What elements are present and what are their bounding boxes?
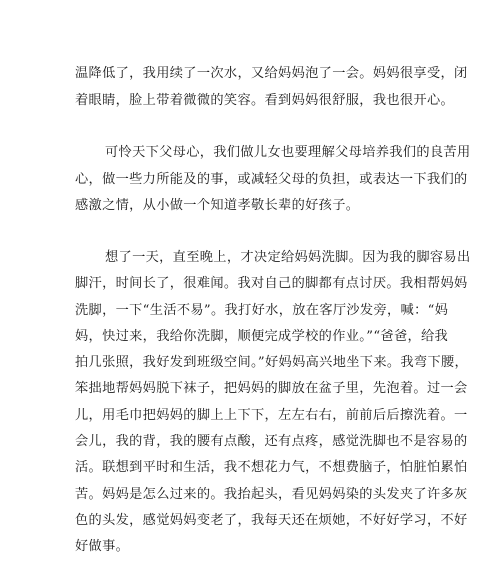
paragraph-1-line-1: 温降低了，我用续了一次水，又给妈妈泡了一会。妈妈很享受，闭 <box>75 66 468 81</box>
paragraph-3-line-8: 会儿，我的背，我的腰有点酸，还有点疼，感觉洗脚也不是容易的 <box>75 434 468 449</box>
paragraph-3-line-7: 儿，用毛巾把妈妈的脚上上下下，左左右右，前前后后擦洗着。一 <box>75 408 468 423</box>
paragraph-3-line-10: 苦。妈妈是怎么过来的。我抬起头，看见妈妈染的头发夹了许多灰 <box>75 487 468 502</box>
paragraph-1-line-2: 着眼睛，脸上带着微微的笑容。看到妈妈很舒服，我也很开心。 <box>75 93 455 108</box>
paragraph-3-line-9: 活。联想到平时和生活，我不想花力气，不想费脑子，怕脏怕累怕 <box>75 460 468 475</box>
paragraph-3-line-12: 好做事。 <box>75 539 130 554</box>
paragraph-2-line-2: 心，做一些力所能及的事，或减轻父母的负担，或表达一下我们的 <box>75 172 468 187</box>
paragraph-2-line-3: 感激之情，从小做一个知道孝敬长辈的好孩子。 <box>75 198 360 213</box>
paragraph-3-line-1: 想了一天，直至晚上，才决定给妈妈洗脚。因为我的脚容易出 <box>105 250 471 265</box>
paragraph-3-line-4: 妈，快过来，我给你洗脚，顺便完成学校的作业。”“爸爸，给我 <box>75 329 449 344</box>
paragraph-3-line-3: 洗脚，一下“生活不易”。我打好水，放在客厅沙发旁，喊：“妈 <box>75 303 449 318</box>
paragraph-3-line-5: 拍几张照，我好发到班级空间。”好妈妈高兴地坐下来。我弯下腰， <box>75 355 469 370</box>
paragraph-3-line-2: 脚汗，时间长了，很难闻。我对自己的脚都有点讨厌。我相帮妈妈 <box>75 276 468 291</box>
paragraph-2-line-1: 可怜天下父母心，我们做儿女也要理解父母培养我们的良苦用 <box>105 145 471 160</box>
paragraph-3-line-6: 笨拙地帮妈妈脱下袜子，把妈妈的脚放在盆子里，先泡着。过一会 <box>75 381 468 396</box>
paragraph-3-line-11: 色的头发，感觉妈妈变老了，我每天还在烦她，不好好学习，不好 <box>75 513 468 528</box>
